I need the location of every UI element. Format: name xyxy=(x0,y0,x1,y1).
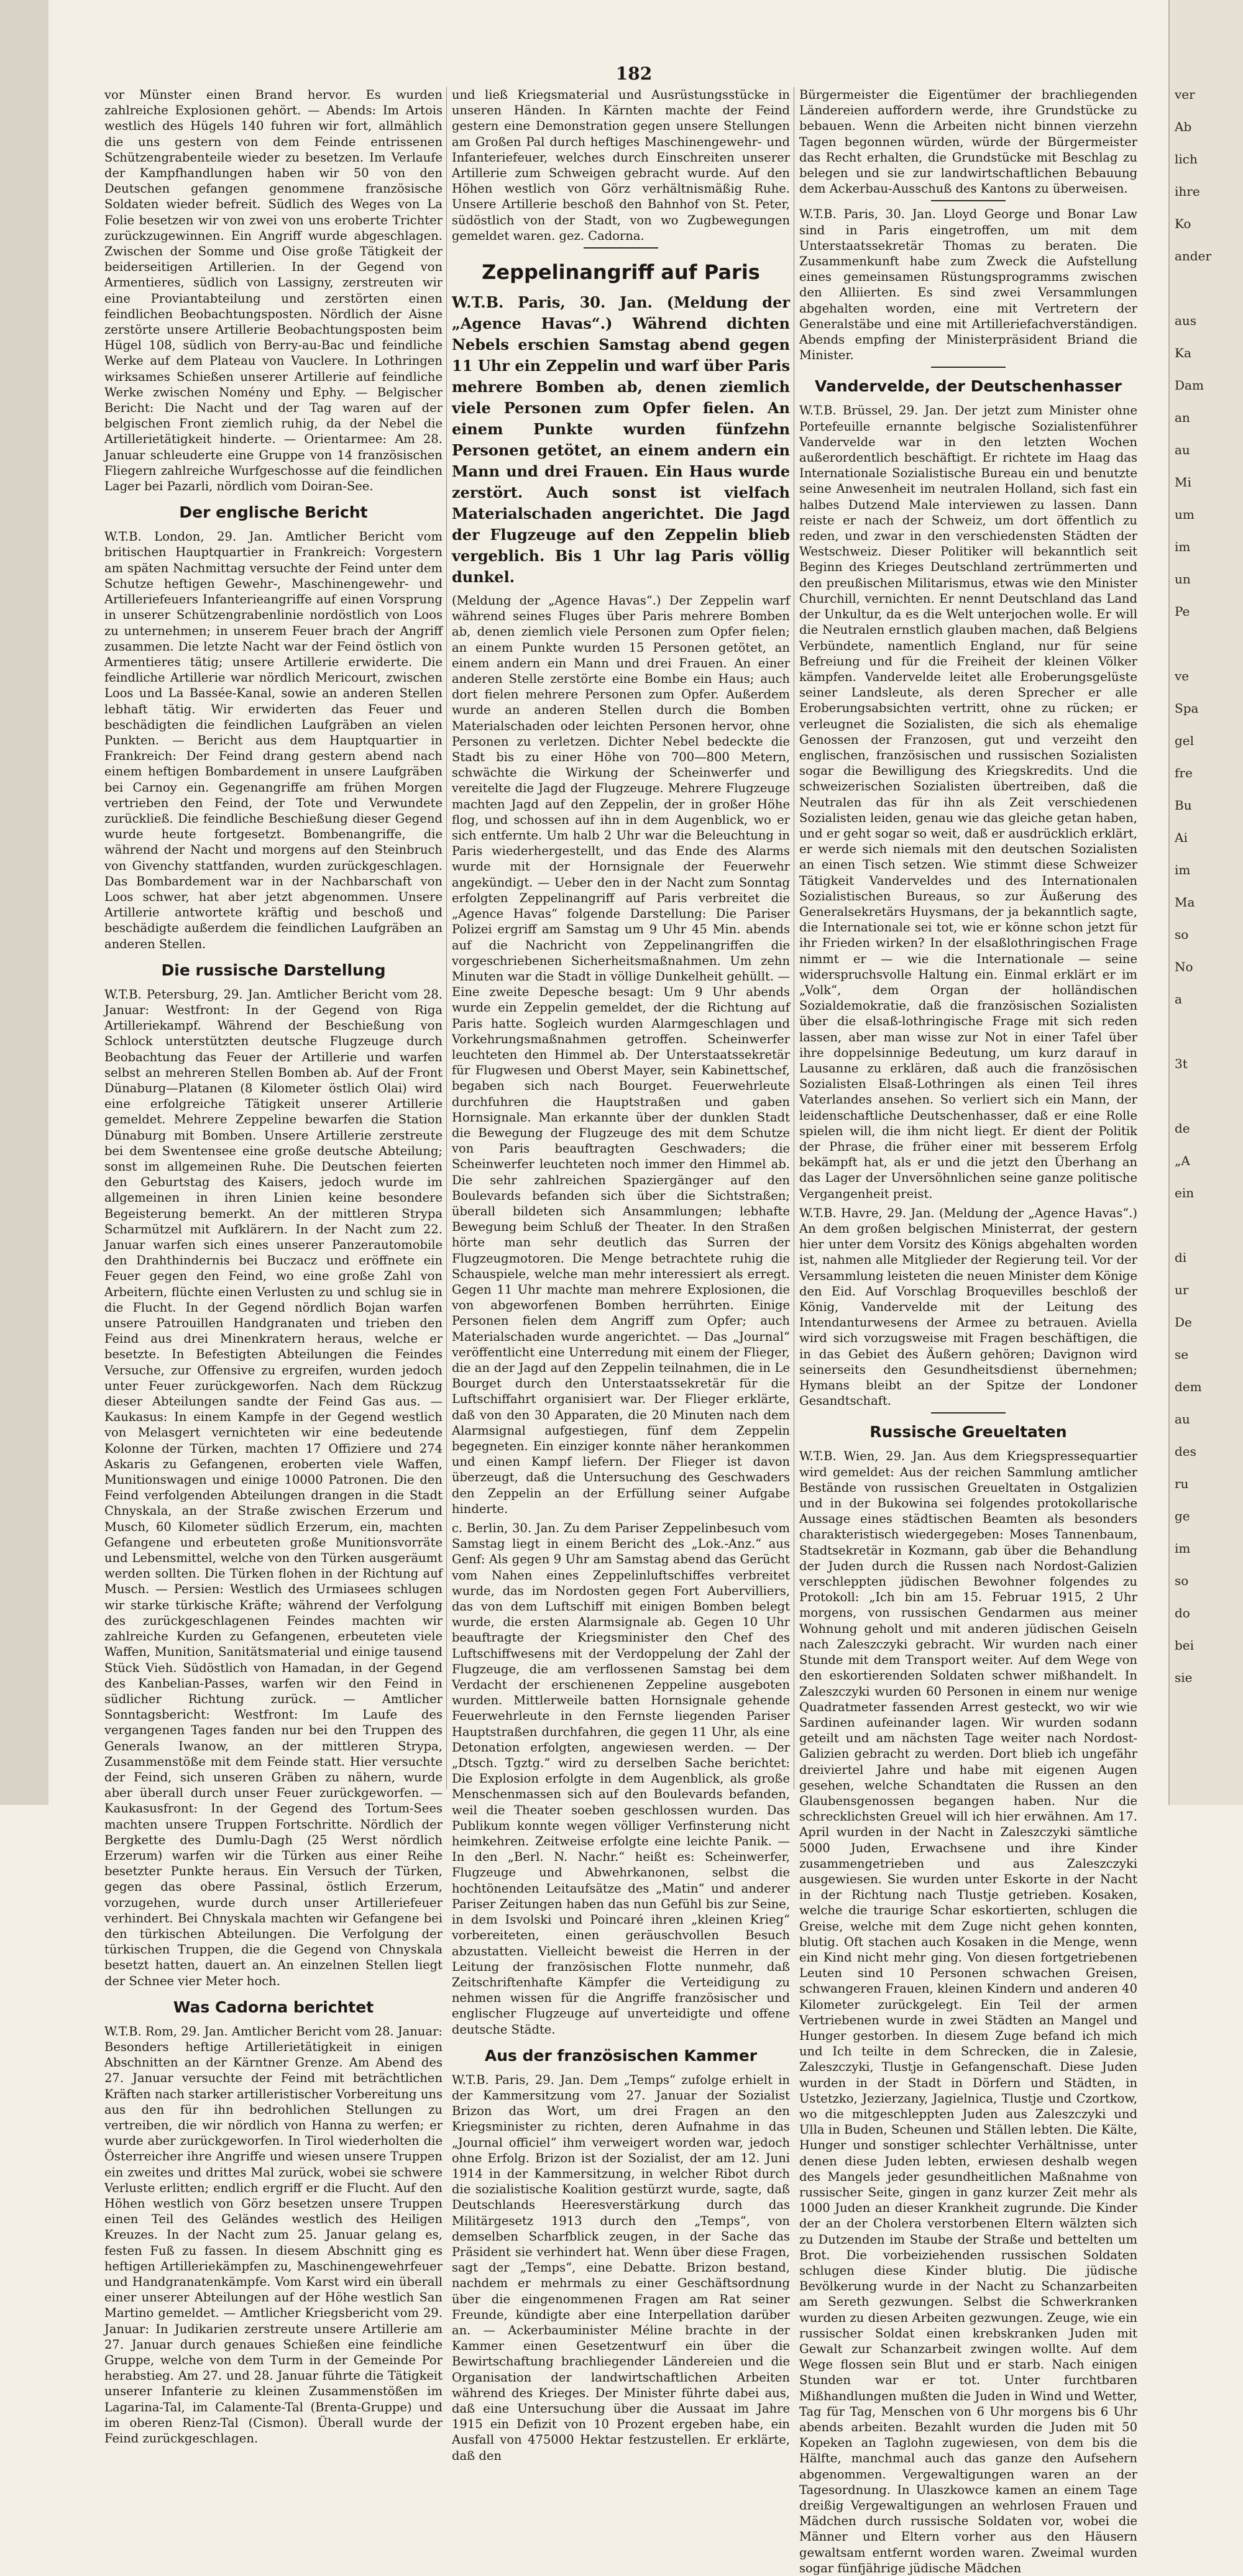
facing-page-fragment: um xyxy=(1175,507,1195,522)
heading-russian-atrocities: Russische Greueltaten xyxy=(869,1423,1067,1441)
facing-page-fragment: lich xyxy=(1175,152,1198,167)
facing-page-fragment: se xyxy=(1175,1347,1189,1362)
facing-page-fragment: Spa xyxy=(1175,701,1199,716)
section-rule xyxy=(931,200,1006,201)
facing-page-fragment: di xyxy=(1175,1250,1187,1265)
facing-page-fragment: bei xyxy=(1175,1638,1195,1653)
section-rule xyxy=(584,247,658,249)
facing-page-fragment: do xyxy=(1175,1605,1190,1620)
facing-page-fragment: dem xyxy=(1175,1379,1202,1394)
facing-page-fragment: fre xyxy=(1175,765,1193,780)
section-rule xyxy=(931,1412,1006,1414)
facing-page-fragment: „A xyxy=(1175,1153,1190,1168)
heading-russian-report: Die russische Darstellung xyxy=(161,961,386,979)
facing-page-fragment: aus xyxy=(1175,313,1197,328)
facing-page-fragment: Bu xyxy=(1175,798,1192,813)
facing-page-fragment: ge xyxy=(1175,1509,1190,1523)
facing-page-fragment: De xyxy=(1175,1315,1192,1330)
column-2 xyxy=(452,87,790,2463)
column-1 xyxy=(104,87,443,2446)
facing-page-fragment: im xyxy=(1175,862,1191,877)
russian-atrocities-text: W.T.B. Wien, 29. Jan. Aus dem Kriegspressequartier wird gemeldet: Aus der reichen Sammlung amtlicher Bestände von russischen Greueltaten in Ostgalizien und in der Bukowina sei folgendes protokollarische Aussage eines städtischen Beamten als besonders charakteristisch wiedergegeben: Moses Tannenbaum, Stadtsekretär in Kozmann, gab über die Behandlung der Juden durch die Russen nach Nordost-Galizien verschleppten jüdischen Bewohner folgendes zu Protokoll: „Ich bin am 15. Februar 1915, 2 Uhr morgens, von russischen Gendarmen aus meiner Wohnung geholt und mit anderen jüdischen Geiseln nach Zaleszczyki gebracht. Wir wurden nach einer Stunde mit dem Transport weiter. Auf dem Wege von den eskortierenden Soldaten schwer mißhandelt. In Zaleszczyki wurden 60 Personen in einem nur wenige Quadratmeter fassenden Arrest gesteckt, wo wir wie Sardinen aufeinander lagen. Wir wurden sodann geteilt und am nächsten Tage weiter nach Nordost-Galizien gebracht zu werden. Dort blieb ich ungefähr dreiviertel Jahre und habe mit eigenen Augen gesehen, welche Schandtaten die Russen an den Glaubensgenossen begangen haben. Nur die schrecklichsten Greuel will ich hier erwähnen. Am 17. April wurden in der Nacht in Zaleszczyki sämtliche 5000 Juden, Erwachsene und ihre Kinder zusammengetrieben und aus Zaleszczyki ausgewiesen. Sie wurden unter Eskorte in der Nacht in der Richtung nach Tlustje getrieben. Kosaken, welche die traurige Schar eskortierten, schlugen die Greise, welche mit dem Zuge nicht gehen konnten, blutig. Oft stachen auch Kosaken in die Menge, wenn ein Kind nicht mehr ging. Von diesen fortgetriebenen Leuten sind 10 Personen schwachen Greisen, schwangeren Frauen, kleinen Kindern und anderen 40 Kilometer zurückgelegt. Ein Teil der armen Vertriebenen wurde in zwei Städten an Mangel und Hunger gestorben. In diesem Zuge befand ich mich und Ich teilte in dem Schrecken, die in Zalesie, Zaleszczyki, Tlustje in Gefangenschaft. Diese Juden wurden in der Stadt in Dörfern und Städten, in Ustetzko, Jezierzany, Jagielnica, Tlustje und Czortkow, wo die mitgeschleppten Juden aus Zaleszczyki und Ulla in Buden, Scheunen und Ställen lebten. Die Kälte, Hunger und sonstiger schlechter Verhältnisse, unter denen diese Juden lebten, erwiesen deshalb wegen des Mangels jeder gesundheitlichen Maßnahme von russischer Seite, gingen in ganz kurzer Zeit mehr als 1000 Juden an dieser Krankheit zugrunde. Die Kinder der an der Cholera verstorbenen Eltern wälzten sich zu Dutzenden im Staube der Straße und bettelten um Brot. Die vorbeiziehenden russischen Soldaten schlugen diese Kinder blutig. Die jüdische Bevölkerung wurde in der Nacht zu Schanzarbeiten am Sereth gezwungen. Selbst die Schwerkranken wurden zu diesen Arbeiten gezwungen. Zeuge, wie ein russischer Soldat einen krebskranken Juden mit Gewalt zur Schanzarbeit zwingen wollte. Auf dem Wege flossen sein Blut und er starb. Nach einigen Stunden war er tot. Unter furchtbaren Mißhandlungen mußten die Juden in Wind und Wetter, Tag für Tag, Menschen von 6 Uhr morgens bis 6 Uhr abends arbeiten. Bezahlt wurden die Juden mit 50 Kopeken an Taglohn zugewiesen, von dem bis die Hälfte, manchmal auch das ganze den Aufsehern abgenommen. Vergewaltigungen waren an der Tagesordnung. In Ulaszkowce kamen an einem Tage dreißig Vergewaltigungen an wehrlosen Frauen und Mädchen durch russische Soldaten vor, wobei die Männer und Eltern vorher aus den Häusern gewaltsam entfernt worden waren. Zweimal wurden sogar fünfjährige jüdische Mädchen xyxy=(799,1449,1137,2575)
facing-page-fragment: au xyxy=(1175,442,1190,457)
facing-page-fragment: a xyxy=(1175,992,1182,1007)
heading-vandervelde: Vandervelde, der Deutschenhasser xyxy=(814,377,1122,396)
facing-page-fragment: im xyxy=(1175,1541,1191,1556)
facing-page-fragment: Dam xyxy=(1175,378,1204,393)
facing-page-fragment: sie xyxy=(1175,1670,1193,1685)
heading-zeppelin-attack: Zeppelinangriff auf Paris xyxy=(482,260,760,285)
zeppelin-berlin-report: c. Berlin, 30. Jan. Zu dem Pariser Zeppelinbesuch vom Samstag liegt in einem Bericht des „Lok.-Anz.“ aus Genf: Als gegen 9 Uhr am Samstag abend das Gerücht vom Nahen eines Zeppelinluftschiffes verbreitet wurde, das im Nordosten gegen Fort Aubervilliers, das von dem Luftschiff mit einigen Bomben belegt wurde, die ersten Alarmsignale ab. Gegen 10 Uhr beauftragte der Kriegsminister den Chef des Luftschiffwesens mit der Verdoppelung der Zahl der Flugzeuge, die am verflossenen Samstag bei dem Verdacht der erschienenen Zeppeline ausgeboten wurden. Mittlerweile batten Hornsignale gehende Feuerwehrleute in den Fernste liegenden Pariser Hauptstraßen durchfahren, die gegen 11 Uhr, als eine Detonation erfolgten, angewiesen werden. — Der „Dtsch. Tgztg.“ wird zu derselben Sache berichtet: Die Explosion erfolgte in dem Augenblick, als große Menschenmassen sich auf den Boulevards befanden, weil die Theater soeben geschlossen wurden. Das Publikum konnte wegen völliger Verfinsterung nicht heimkehren. Zeitweise erfolgte eine leichte Panik. — In den „Berl. N. Nachr.“ heißt es: Scheinwerfer, Flugzeuge und Abwehrkanonen, selbst die hochtönenden Leitaufsätze des „Matin“ und anderer Pariser Zeitungen haben das nun Gefühl bis zur Seine, in dem Isvolski und Poincaré ihren „kleinen Krieg“ vorbereiteten, einen geräuschvollen Besuch abzustatten. Vielleicht beweist die Herren in der Leitung der französischen Flotte nunmehr, daß Zeitschriftenhafte Kämpfer die Verteidigung zu nehmen wissen für die Angriffe französischer und englischer Flugzeuge auf unverteidigte und offene deutsche Städte. xyxy=(452,1521,790,2037)
facing-page-fragment: 3t xyxy=(1175,1056,1188,1071)
facing-page-fragment: ver xyxy=(1175,87,1195,102)
left-page-gutter xyxy=(0,0,48,1805)
facing-page-fragment: ihre xyxy=(1175,184,1200,199)
facing-page-fragment: au xyxy=(1175,1412,1190,1427)
column-3 xyxy=(799,87,1137,2575)
heading-english-report: Der englische Bericht xyxy=(179,503,368,522)
facing-page-fragment: ve xyxy=(1175,669,1190,683)
heading-french-chamber: Aus der französischen Kammer xyxy=(484,2046,758,2065)
facing-page-fragment: ander xyxy=(1175,249,1212,263)
facing-page-fragment: des xyxy=(1175,1444,1196,1459)
havre-ministerrat-text: W.T.B. Havre, 29. Jan. (Meldung der „Agence Havas“.) An dem großen belgischen Ministerrat, der gestern hier unter dem Vorsitz des Königs abgehalten worden ist, nahmen alle Mitglieder der Regierung teil. Vor der Versammlung leisteten die neuen Minister dem Könige den Eid. Auf Vorschlag Broquevilles beschloß der König, Vandervelde mit der Leitung des Intendanturwesens der Armee zu betrauen. Aviella wird sich vorzugsweise mit Fragen beschäftigen, die in das Gebiet des Äußern gehören; Davignon wird seinerseits den Gesundheitsdienst übernehmen; Hymans bleibt an der Spitze der Londoner Gesandtschaft. xyxy=(799,1205,1137,1409)
lloyd-george-report: W.T.B. Paris, 30. Jan. Lloyd George und Bonar Law sind in Paris eingetroffen, um mit dem Unterstaatssekretär Thomas zu beraten. Die Zusammenkunft habe zum Zweck die Aufstellung eines gemeinsamen Rüstungsprogramms zwischen den Alliierten. Es sind zwei Versammlungen abgehalten worden, eine mit Vertretern der Generalstäbe und eine mit Artilleriefachverständigen. Abends empfing der Ministerpräsident Briand die Minister. xyxy=(799,207,1137,363)
facing-page-fragment: so xyxy=(1175,1573,1189,1588)
facing-page-fragment: Mi xyxy=(1175,475,1191,490)
facing-page-fragment: de xyxy=(1175,1121,1190,1136)
english-report-text: W.T.B. London, 29. Jan. Amtlicher Bericht vom britischen Hauptquartier in Frankreich: Vorgestern am späten Nachmittag versuchte der Feind unter dem Schutze heftigen Gewehr-, Maschinengewehr- und Artilleriefeuers Infanterieangriffe auf einen Vorsprung in unserer Schützengrabenlinie nordöstlich von Loos zu unternehmen; in unserem Feuer brach der Angriff zusammen. Die letzte Nacht war der Feind östlich von Armentieres tätig; unsere Artillerie erwiderte. Die feindliche Artillerie war nördlich Mericourt, zwischen Loos und La Bassée-Kanal, sowie an anderen Stellen lebhaft tätig. Wir erwiderten das Feuer und beschädigten die feindlichen Laufgräben an vielen Punkten. — Bericht aus dem Hauptquartier in Frankreich: Der Feind drang gestern abend nach einem heftigen Bombardement in unsere Laufgräben bei Carnoy ein. Gegenangriffe am frühen Morgen vertrieben den Feind, der Tote und Verwundete zurückließ. Die feindliche Beschießung dieser Gegend wurde heute fortgesetzt. Bombenangriffe, die während der Nacht und morgens auf den Steinbruch von Givenchy stattfanden, wurden zurückgeschlagen. Das Bombardement war in der Nachbarschaft von Loos schwer, hat aber jetzt abgenommen. Unsere Artillerie antwortete kräftig und beschoß und beschädigte außerdem die feindlichen Laufgräben an anderen Stellen. xyxy=(104,529,443,951)
facing-page-fragment: gel xyxy=(1175,733,1195,748)
facing-page-fragment: Pe xyxy=(1175,604,1190,619)
chamber-continued: Bürgermeister die Eigentümer der brachliegenden Ländereien auffordern werde, ihre Grundstücke zu bebauen. Wenn die Arbeiten nicht binnen vierzehn Tagen begonnen würden, würde der Bürgermeister das Recht erhalten, die Grundstücke mit Beschlag zu belegen und sie zur landwirtschaftlichen Bebauung dem Ackerbau-Ausschuß des Kantons zu überweisen. xyxy=(799,88,1137,196)
page-number: 182 xyxy=(615,63,653,84)
facing-page-fragment: un xyxy=(1175,572,1191,587)
facing-page-fragment: ein xyxy=(1175,1185,1195,1200)
french-chamber-text: W.T.B. Paris, 29. Jan. Dem „Temps“ zufolge erhielt in der Kammersitzung vom 27. Januar der Sozialist Brizon das Wort, um drei Fragen an den Kriegsminister zu richten, deren Aufnahme in das „Journal officiel“ ihm verweigert worden war, jedoch ohne Erfolg. Brizon ist der Sozialist, der am 12. Juni 1914 in der Kammersitzung, in welcher Ribot durch die sozialistische Koalition gestürzt wurde, sagte, daß Deutschlands Heeresverstärkung durch das Militärgesetz 1913 durch den „Temps“, von demselben Scharfblick zeugen, in der Sache das Präsident sie verhindert hat. Wenn über diese Fragen, sagt der „Temps“, eine Debatte. Brizon bestand, nachdem er mehrmals zu einer Geschäftsordnung über die eingenommenen Fragen am Rat seiner Freunde, kündigte aber eine Interpellation darüber an. — Ackerbauminister Méline brachte in der Kammer einen Gesetzentwurf ein über die Bewirtschaftung brachliegender Ländereien und die Organisation der landwirtschaftlichen Arbeiten während des Krieges. Der Minister führte dabei aus, daß eine Untersuchung über die Aussaat im Jahre 1915 ein Defizit von 10 Prozent ergeben habe, ein Ausfall von 475000 Hektar festzustellen. Er erklärte, daß den xyxy=(452,2072,790,2463)
zeppelin-havas-report: (Meldung der „Agence Havas“.) Der Zeppelin warf während seines Fluges über Paris mehrere Bomben ab, denen ziemlich viele Personen zum Opfer fielen; an einem Punkte wurden 15 Personen getötet, an einem andern ein Mann und drei Frauen. An einer anderen Stelle zerstörte eine Bombe ein Haus; auch dort fielen mehrere Personen zum Opfer. Außerdem wurde an anderen Stellen durch die Bomben Materialschaden oder leichten Personen hervor, ohne Personen zu verletzen. Dichter Nebel bedeckte die Stadt bis zu einer Höhe von 700—800 Metern, schwächte die Wirkung der Scheinwerfer und vereitelte die Jagd der Flugzeuge. Mehrere Flugzeuge machten Jagd auf den Zeppelin, der in großer Höhe flog, und schossen auf ihn in dem Augenblick, wo er sich entfernte. Um halb 2 Uhr war die Beleuchtung in Paris wiederhergestellt, und das Ende des Alarms wurde mit der Hornsignale der Feuerwehr angekündigt. — Ueber den in der Nacht zum Sonntag erfolgten Zeppelinangriff auf Paris verbreitet die „Agence Havas“ folgende Darstellung: Die Pariser Polizei ergriff am Samstag um 9 Uhr 45 Min. abends auf die Nachricht von Zeppelinangriffen die vorgeschriebenen Sicherheitsmaßnahmen. Um zehn Minuten war die Stadt in völlige Dunkelheit gehüllt. — Eine zweite Depesche besagt: Um 9 Uhr abends wurde ein Zeppelin gemeldet, der die Richtung auf Paris hatte. Sogleich wurden Alarmgeschlagen und Vorkehrungsmaßnahmen getroffen. Scheinwerfer leuchteten den Himmel ab. Der Unterstaatssekretär für Flugwesen und Oberst Mayer, sein Kabinettschef, begaben sich nach Bourget. Feuerwehrleute durchfuhren die Hauptstraßen und gaben Hornsignale. Man erkannte über der dunklen Stadt die Bewegung der Flugzeuge des mit dem Schutze von Paris beauftragten Geschwaders; die Scheinwerfer leuchteten noch immer den Himmel ab. Die sehr zahlreichen Spaziergänger auf den Boulevards befanden sich über die Sichtstraßen; überall bildeten sich Ansammlungen; lebhafte Bewegung beim Schluß der Theater. In den Straßen hörte man sehr deutlich das Surren der Flugzeugmotoren. Die Menge betrachtete ruhig die Schauspiele, welche man mehr interessiert als erregt. Gegen 11 Uhr machte man mehrere Explosionen, die von abgeworfenen Bomben herrührten. Einige Personen fielen dem Angriff zum Opfer; auch Materialschaden wurde angerichtet. — Das „Journal“ veröffentlicht eine Unterredung mit einem der Flieger, die an der Jagd auf den Zeppelin teilnahmen, die in Le Bourget durch den Unterstaatssekretär für die Luftschiffahrt organisiert war. Der Flieger erklärte, daß von den 30 Apparaten, die 20 Minuten nach dem Alarmsignal aufgestiegen, fünf dem Zeppelin begegneten. Ein einziger konnte näher herankommen und einen Kampf liefern. Der Flieger ist davon überzeugt, daß die Untersuchung des Geschwaders den Zeppelin an der Erfüllung seiner Aufgabe hinderte. xyxy=(452,593,790,1516)
french-report-continued: vor Münster einen Brand hervor. Es wurden zahlreiche Explosionen gehört. — Abends: Im Artois westlich des Hügels 140 fuhren wir fort, allmählich die uns gestern von dem Feinde entrissenen Schützengrabenteile wieder zu besetzen. Im Verlaufe der Kampfhandlungen haben wir 50 von den Deutschen gefangen genommene französische Soldaten wieder befreit. Südlich des Weges von La Folie besetzen wir von zwei von uns eroberte Trichter zurückzugewinnen. Ein Angriff wurde abgeschlagen. Zwischen der Somme und Oise große Tätigkeit der beiderseitigen Artillerien. In der Gegend von Armentieres, südlich von Lassigny, zerstreuten wir eine Proviantabteilung und zerstörten einen feindlichen Beobachtungsposten. Nördlich der Aisne zerstörte unsere Artillerie Beobachtungsposten beim Hügel 108, südlich von Berry-au-Bac und feindliche Werke auf dem Plateau von Vauclere. In Lothringen wirksames Schießen unserer Artillerie auf feindliche Werke zwischen Nomény und Ephy. — Belgischer Bericht: Die Nacht und der Tag waren auf der belgischen Front ziemlich ruhig, da der Nebel die Artillerietätigkeit hinderte. — Orientarmee: Am 28. Januar schleuderte eine Gruppe von 14 französischen Fliegern zahlreiche Wurfgeschosse auf die feindlichen Lager bei Pazarli, nördlich vom Doiran-See. xyxy=(104,88,443,494)
facing-page-fragment: No xyxy=(1175,959,1193,974)
facing-page-fragment: im xyxy=(1175,539,1191,554)
facing-page-fragment: Ma xyxy=(1175,895,1195,910)
facing-page-fragment: Ai xyxy=(1175,830,1188,845)
section-rule xyxy=(931,367,1006,368)
cadorna-report-continued: und ließ Kriegsmaterial und Ausrüstungsstücke in unseren Händen. In Kärnten machte der Feind gestern eine Demonstration gegen unsere Stellungen am Großen Pal durch heftiges Maschinengewehr- und Infanteriefeuer, welches durch Einschreiten unserer Artillerie zum Schweigen gebracht wurde. Auf den Höhen westlich von Görz verhältnismäßig Ruhe. Unsere Artillerie beschoß den Bahnhof von St. Peter, südöstlich von der Stadt, von wo Zugbewegungen gemeldet waren. gez. Cadorna. xyxy=(452,88,790,243)
vandervelde-text: W.T.B. Brüssel, 29. Jan. Der jetzt zum Minister ohne Portefeuille ernannte belgische Sozialistenführer Vandervelde war in den letzten Wochen außerordentlich beschäftigt. Er richtete im Haag das Internationale Sozialistische Bureau ein und benutzte seine Anwesenheit im neutralen Holland, sich fast ein halbes Dutzend Male interviewen zu lassen. Dann reiste er nach der Schweiz, um dort öffentlich zu reden, und zwar in den verschiedensten Städten der Westschweiz. Dieser Politiker will bekanntlich seit Beginn des Krieges Deutschland zertrümmerten und den preußischen Militarismus, etwas wie den Minister Churchill, vernichten. Er nennt Deutschland das Land der Unkultur, da es die Welt unterjochen wolle. Er will die Neutralen ernstlich glauben machen, daß Belgiens Verbündete, namentlich England, nur für seine Befreiung und für die Freiheit der kleinen Völker kämpfen. Vandervelde leitet alle Eroberungsgelüste seiner Landsleute, als deren Sprecher er alle Eroberungsabsichten vertritt, ohne zu rücken; er verleugnet die Sozialisten, die sich als ehemalige Genossen der Franzosen, gut und verzeiht den englischen, französischen und russischen Sozialisten sogar die Bewilligung des Kriegskredits. Und die schweizerischen Sozialisten übertreiben, daß die Neutralen das für ihn als Zeit verschiedenen Sozialisten leiden, genau wie das gleiche getan haben, und er geht sogar so weit, daß er ausdrücklich erklärt, er werde sich niemals mit den deutschen Sozialisten an einen Tisch setzen. Wie stimmt diese Schweizer Tätigkeit Vanderveldes und des Internationalen Sozialistischen Bureaus, so zur Äußerung des Generalsekretärs Huysmans, der ja bekanntlich sagte, die Internationale sei tot, wie er könne schon jetzt für ihr Frieden wirken? In der elsaßlothringischen Frage nimmt er — wie die Internationale — seine widerspruchsvolle Haltung ein. Einmal erklärt er im „Volk“, dem Organ der holländischen Sozialdemokratie, daß die französischen Sozialisten über die elsaß-lothringische Frage mit sich reden lassen, aber man wisse zur Not in einer Tafel über ihre doppelsinnige Bedeutung, um kurz darauf in Lausanne zu erklären, daß auch die französischen Sozialisten Elsaß-Lothringen als einen Teil ihres Vaterlandes ansehen. So verliert sich ein Mann, der leidenschaftliche Deutschenhasser, daß er eine Rolle spielen will, die ihm nicht liegt. Er dient der Politik der Phrase, die früher einer mit besserem Erfolg bekämpft hat, als er und die jetzt den Überhang an das Lager der Unversöhnlichen seine ganze politische Vergangenheit preist. xyxy=(799,403,1137,1201)
facing-page-fragment: an xyxy=(1175,410,1190,425)
russian-report-text: W.T.B. Petersburg, 29. Jan. Amtlicher Bericht vom 28. Januar: Westfront: In der Gegend von Riga Artilleriekampf. Während der Beschießung von Schlock unterstützten deutsche Flugzeuge durch Beobachtung das Feuer der Artillerie und warfen selbst an mehreren Stellen Bomben ab. Auf der Front Dünaburg—Platanen (8 Kilometer östlich Olai) wird eine erfolgreiche Tätigkeit unserer Artillerie gemeldet. Mehrere Zeppeline bewarfen die Station Dünaburg mit Bomben. Unsere Artillerie zerstreute bei dem Swentensee eine große deutsche Abteilung; sonst im allgemeinen Ruhe. Die Deutschen feierten den Geburtstag des Kaisers, jedoch wurde im allgemeinen in ihren Linien keine besondere Begeisterung bemerkt. An der mittleren Strypa Scharmützel mit Aufklärern. In der Nacht zum 22. Januar warfen sich eines unserer Panzerautomobile den Drahthindernis bei Buczacz und eröffnete ein Feuer gegen den Feind, wo eine große Zahl von Arbeitern, flüchte einen Verlusten zu und schlug sie in die Flucht. In der Gegend nördlich Bojan warfen unsere Patrouillen Handgranaten und trieben den Feind aus drei Minenkratern heraus, welche er besetzte. In Befestigten Abteilungen die Feindes Versuche, zur Offensive zu ergreifen, wurden jedoch unter Feuer zurückgeworfen. Nach dem Rückzug dieser Abteilungen sandte der Feind Gas aus. — Kaukasus: In einem Kampfe in der Gegend westlich von Melasgert vernichteten wir eine bedeutende Kolonne der Türken, machten 17 Offiziere und 274 Askaris zu Gefangenen, eroberten viele Waffen, Munitionswagen und einige 10000 Patronen. Die den Feind verfolgenden Abteilungen drangen in die Stadt Chnyskala, an der Straße zwischen Erzerum und Musch, 60 Kilometer südlich Erzerum, ein, machten Gefangene und erbeuteten große Munitionsvorräte und Lebensmittel, welche von den Türken ausgeräumt werden sollten. Die Türken flohen in der Richtung auf Musch. — Persien: Westlich des Urmiasees schlugen wir starke türkische Kräfte; während der Verfolgung des zurückgeschlagenen Feindes machten wir zahlreiche Kurden zu Gefangenen, erbeuteten viele Waffen, Munition, Sanitätsmaterial und einige tausend Stück Vieh. Südöstlich von Hamadan, in der Gegend des Kanbelian-Passes, warfen wir den Feind in südlicher Richtung zurück. — Amtlicher Sonntagsbericht: Westfront: Im Laufe des vergangenen Tages fanden nur bei den Truppen des Generals Iwanow, an der mittleren Strypa, Zusammenstöße mit dem Feinde statt. Hier versuchte der Feind, sich unseren Gräben zu nähern, wurde aber überall durch unser Feuer zurückgeworfen. — Kaukasusfront: In der Gegend des Tortum-Sees machten unsere Truppen Fortschritte. Nördlich der Bergkette des Dumlu-Dagh (25 Werst nördlich Erzerum) warfen wir die Türken aus einer Reihe besetzter Punkte heraus. Ein Versuch der Türken, gegen das obere Passinal, östlich Erzerum, vorzugehen, wurde durch unser Artilleriefeuer verhindert. Bei Chnyskala machten wir Gefangene bei den türkischen Abteilungen. Die Verfolgung der türkischen Truppen, die die Gegend von Chnyskala besetzt hatten, dauert an. An einzelnen Stellen liegt der Schnee vier Meter hoch. xyxy=(104,987,443,1988)
facing-page-strip xyxy=(1168,0,1243,1805)
column-divider-1 xyxy=(446,87,447,1789)
heading-cadorna-report: Was Cadorna berichtet xyxy=(173,1998,374,2016)
zeppelin-lead-paragraph: W.T.B. Paris, 30. Jan. (Meldung der „Agence Havas“.) Während dichten Nebels erschien Samstag abend gegen 11 Uhr ein Zeppelin und warf über Paris mehrere Bomben ab, denen ziemlich viele Personen zum Opfer fielen. An einem Punkte wurden fünfzehn Personen getötet, an einem andern ein Mann und drei Frauen. Ein Haus wurde zerstört. Auch sonst ist vielfach Materialschaden angerichtet. Die Jagd der Flugzeuge auf den Zeppelin blieb vergeblich. Bis 1 Uhr lag Paris völlig dunkel. xyxy=(452,293,790,587)
cadorna-report-text: W.T.B. Rom, 29. Jan. Amtlicher Bericht vom 28. Januar: Besonders heftige Artillerietätigkeit in einigen Abschnitten an der Kärntner Grenze. Am Abend des 27. Januar versuchte der Feind mit beträchtlichen Kräften nach starker artilleristischer Vorbereitung uns aus den für ihn bedrohlichen Stellungen zu vertreiben, die wir nördlich von Hanna zu werfen; er wurde aber zurückgeworfen. In Tirol wiederholten die Österreicher ihre Angriffe und wiesen unsere Truppen ein zweites und drittes Mal zurück, wobei sie schwere Verluste erlitten; endlich ergriff er die Flucht. Auf den Höhen westlich von Görz besetzen unsere Truppen einen Teil des Geländes westlich des Heiligen Kreuzes. In der Nacht zum 25. Januar gelang es, festen Fuß zu fassen. In diesem Abschnitt ging es heftigen Artilleriekämpfen zu, Maschinengewehrfeuer und Handgranatenkämpfe. Vom Karst wird ein überall einer unserer Abteilungen auf der Höhe westlich San Martino gemeldet. — Amtlicher Kriegsbericht vom 29. Januar: In Judikarien zerstreute unsere Artillerie am 27. Januar durch genaues Schießen eine feindliche Gruppe, welche von dem Turm in der Gemeinde Por herabstieg. Am 27. und 28. Januar führte die Tätigkeit unserer Infanterie zu kleinen Zusammenstößen im Lagarina-Tal, im Calamente-Tal (Brenta-Gruppe) und im oberen Rienz-Tal (Cismon). Überall wurde der Feind zurückgeschlagen. xyxy=(104,2024,443,2446)
facing-page-fragment: ru xyxy=(1175,1476,1189,1491)
facing-page-fragment: ur xyxy=(1175,1282,1189,1297)
facing-page-fragment: Ko xyxy=(1175,216,1191,231)
facing-page-fragment: Ka xyxy=(1175,345,1191,360)
facing-page-fragment: Ab xyxy=(1175,119,1192,134)
facing-page-fragment: so xyxy=(1175,927,1189,942)
